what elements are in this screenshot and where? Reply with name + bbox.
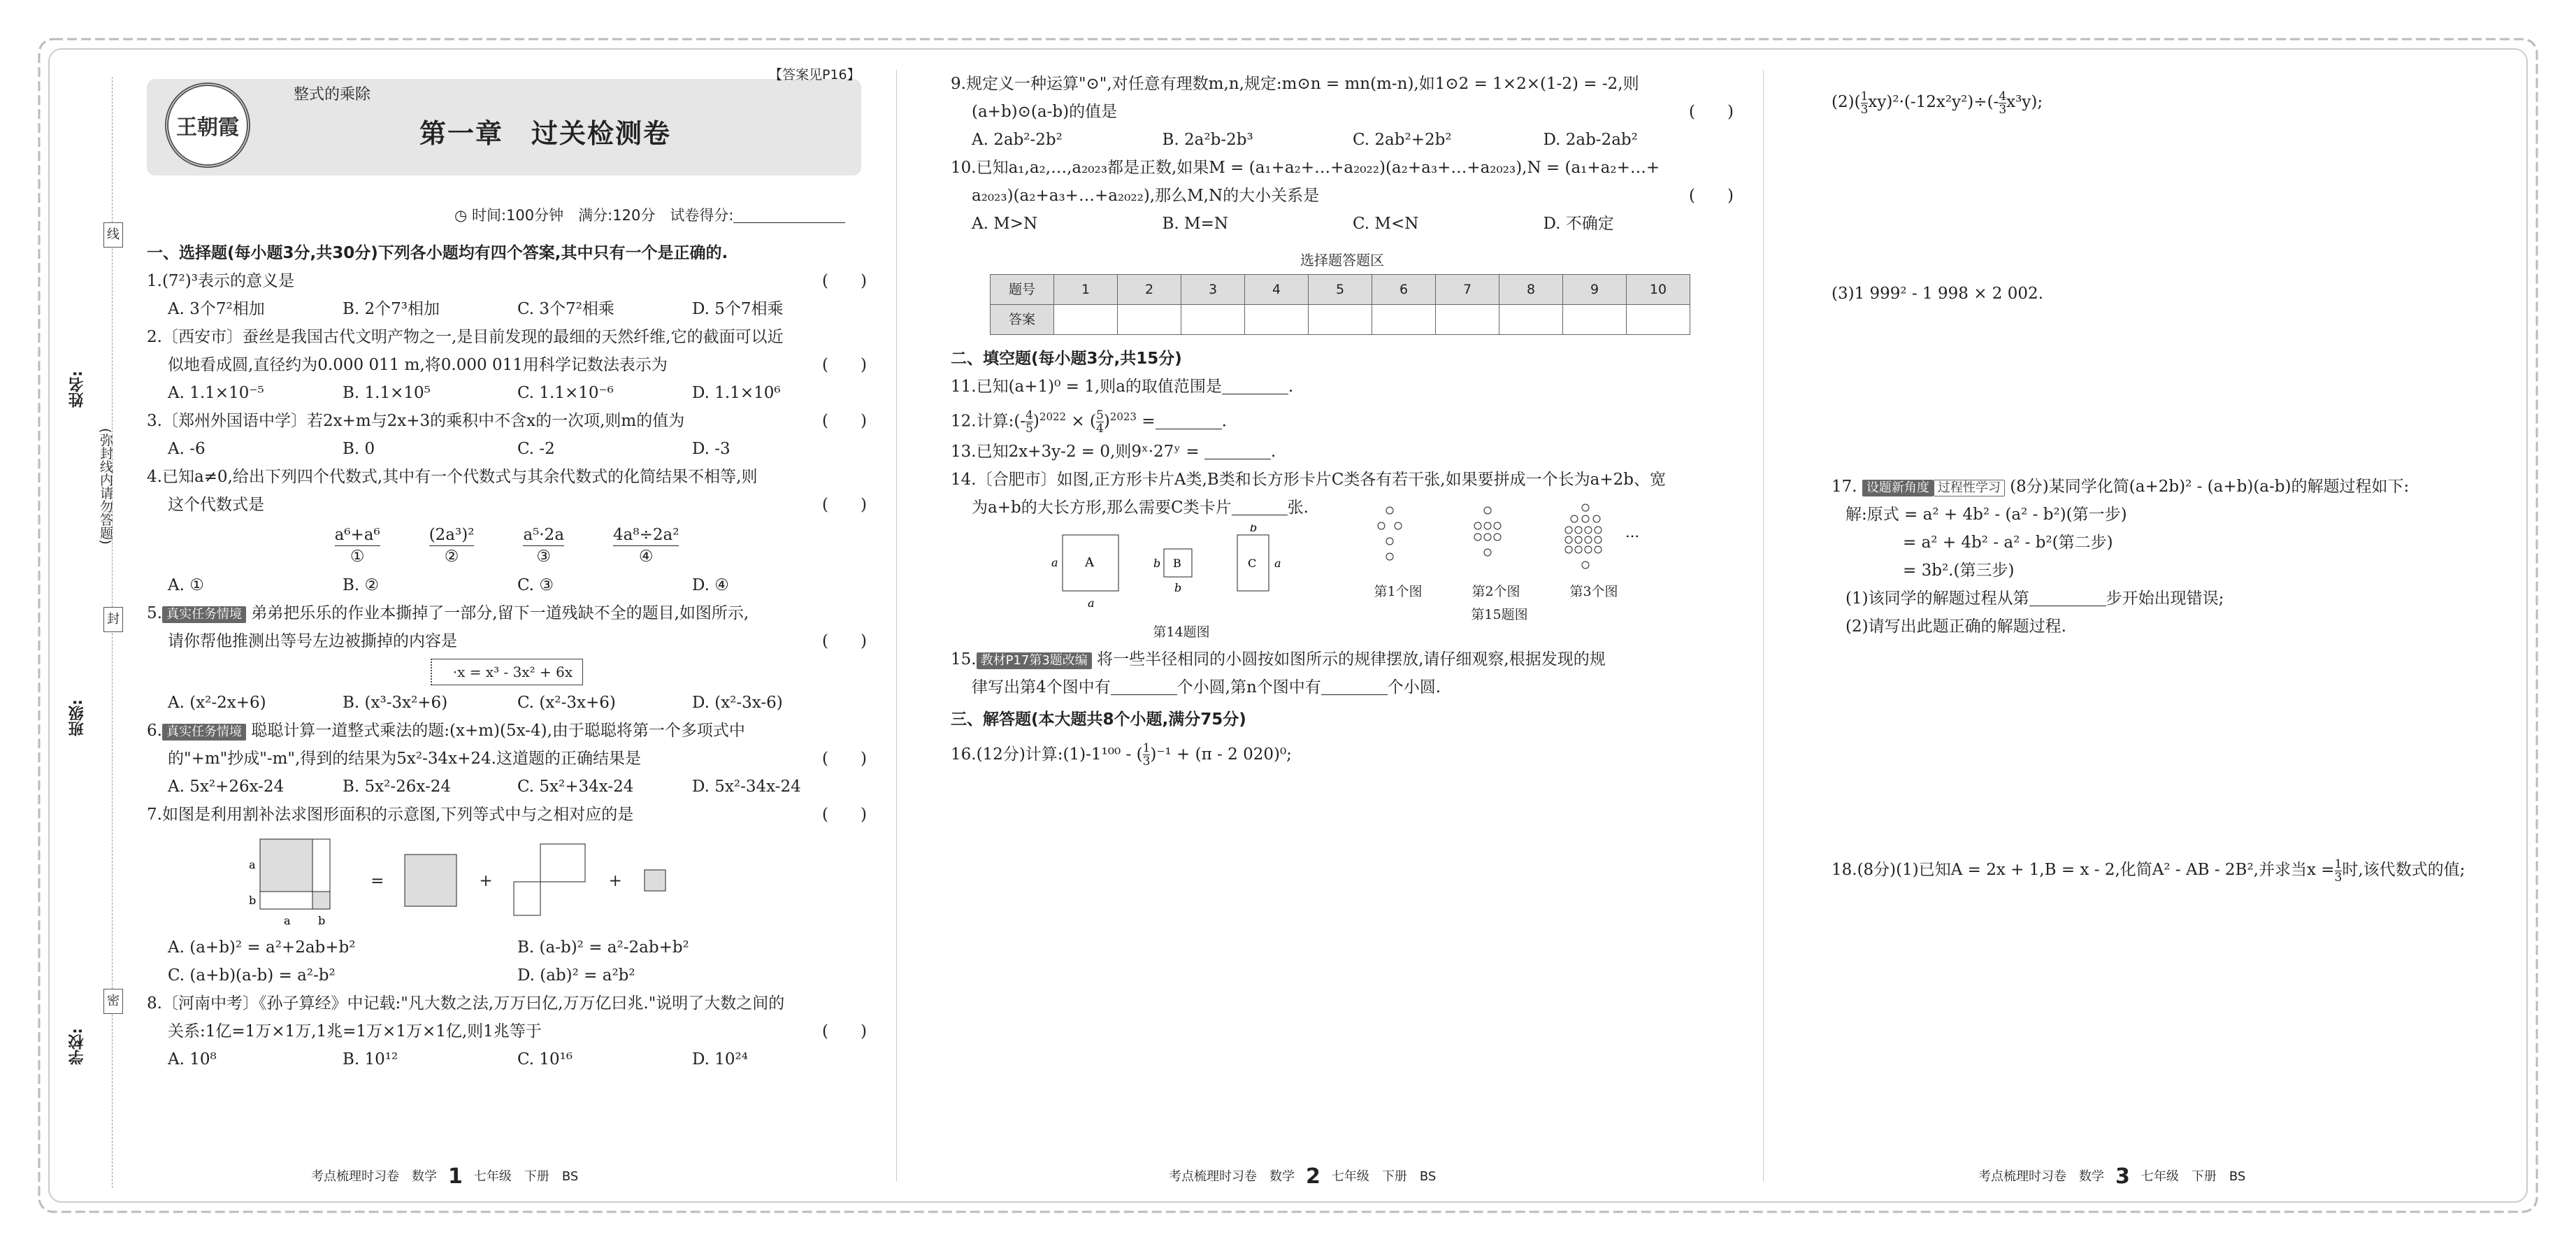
torn-paper-box: ·x = x³ - 3x² + 6x	[431, 659, 583, 685]
q7-figure	[147, 829, 867, 934]
fig-label-a: a	[284, 914, 291, 927]
answer-paren[interactable]: ( )	[822, 750, 867, 768]
q2-stem-2: 似地看成圆,直径约为0.000 011 m,将0.000 011用科学记数法表示为	[168, 356, 668, 374]
equals-sign: =	[370, 872, 384, 890]
term: x³y	[2006, 93, 2031, 111]
fig-label-a: a	[249, 858, 256, 871]
question-3	[147, 407, 867, 463]
fraction	[1026, 409, 1033, 435]
answer-cell[interactable]	[1627, 305, 1690, 335]
numerator: 4	[1026, 408, 1033, 423]
pattern-circle	[1585, 527, 1592, 534]
pattern-circle	[1474, 522, 1481, 529]
figure-14-caption: 第14题图	[1153, 624, 1210, 640]
question-17	[1832, 473, 2517, 641]
brand-logo	[165, 83, 250, 168]
ellipsis-text: …	[1625, 523, 1639, 541]
answer-blank[interactable]	[1111, 676, 1177, 695]
plus-sign: +	[608, 872, 622, 890]
pattern-circle	[1575, 546, 1582, 553]
option-b[interactable]: B. (x³-3x²+6)	[343, 694, 448, 712]
seal-note: (弥封线内请勿答题)	[98, 428, 113, 545]
side-label: a	[1274, 556, 1281, 570]
pattern-circle	[1565, 546, 1572, 553]
answer-cell[interactable]	[1118, 305, 1181, 335]
q18-stem-a: 18.(8分)(1)已知A = 2x + 1,B = x - 2,化简A² - AB - 2B²,并求当x =	[1832, 861, 2335, 879]
q15-stem-2b: 个小圆,第n个图中有	[1177, 678, 1321, 696]
answer-cell[interactable]	[1563, 305, 1627, 335]
question-13: 13.已知2x+3y-2 = 0,则9ˣ·27ʸ = .	[951, 438, 1734, 466]
option-a[interactable]: A. -6	[168, 440, 206, 458]
side-label: b	[1153, 556, 1161, 570]
option-d[interactable]: D. -3	[692, 440, 731, 458]
option-a[interactable]: A. 1.1×10⁻⁵	[168, 384, 264, 402]
cards-figure	[1042, 524, 1321, 615]
q1-stem: 1.(7²)³表示的意义是	[147, 272, 294, 290]
q17-line-2: = a² + 4b² - a² - b²(第二步)	[1903, 534, 2113, 552]
term: ;	[2037, 93, 2043, 111]
denominator: 3	[1999, 102, 2007, 117]
answer-paren[interactable]: ( )	[1689, 187, 1734, 205]
q17-line-3: = 3b².(第三步)	[1903, 562, 2015, 580]
answer-table	[990, 274, 1690, 335]
q15-number: 15.	[951, 650, 977, 669]
option-c[interactable]: C. (a+b)(a-b) = a²-b²	[168, 966, 336, 985]
column-3	[1832, 83, 2517, 889]
question-2	[147, 323, 867, 407]
page-title: 第一章 过关检测卷	[419, 118, 672, 149]
footer-page-2	[1169, 1164, 1436, 1189]
expr-1: a⁶+a⁶	[335, 524, 380, 546]
q8-stem-2: 关系:1亿=1万×1万,1兆=1万×1万×1亿,则1兆等于	[168, 1022, 542, 1041]
side-label: b	[1250, 524, 1258, 534]
q10-stem-2: a₂₀₂₃)(a₂+a₃+…+a₂₀₂₂),那么M,N的大小关系是	[972, 187, 1320, 205]
denominator: 3	[2334, 870, 2343, 885]
figure-15-caption: 第15题图	[1471, 606, 1528, 622]
pattern-circle	[1484, 534, 1491, 541]
footer-series: 考点梳理时习卷 数学	[1169, 1169, 1295, 1184]
option-d[interactable]: D. (x²-3x-6)	[692, 694, 783, 712]
table-cell: 8	[1499, 275, 1563, 305]
q4-stem-1: 4.已知a≠0,给出下列四个代数式,其中有一个代数式与其余代数式的化简结果不相等,则	[147, 468, 758, 486]
mark-4: ④	[638, 548, 654, 566]
pattern-circle	[1474, 534, 1481, 541]
pattern-circle	[1565, 536, 1572, 543]
answer-paren[interactable]: ( )	[822, 496, 867, 514]
q7-stem: 7.如图是利用割补法求图形面积的示意图,下列等式中与之相对应的是	[147, 806, 634, 824]
exam-meta	[454, 204, 845, 225]
process-tag: 过程性学习	[1934, 480, 2005, 496]
score-blank[interactable]	[733, 204, 845, 223]
exponent: 2022	[1039, 410, 1067, 423]
q13-stem: 13.已知2x+3y-2 = 0,则9ˣ·27ʸ =	[951, 442, 1200, 461]
footer-page-1	[311, 1164, 578, 1189]
option-b[interactable]: B. 0	[343, 440, 375, 458]
question-6	[147, 717, 867, 801]
option-d[interactable]: D. 2ab-2ab²	[1543, 131, 1638, 149]
option-c[interactable]: C. 1.1×10⁻⁶	[517, 384, 614, 402]
answer-blank[interactable]	[1204, 441, 1271, 459]
column-1	[147, 236, 867, 1073]
figure-14	[1042, 524, 1321, 643]
pattern-circle	[1585, 546, 1592, 553]
denominator: 4	[1095, 422, 1104, 436]
card-label: B	[1173, 556, 1181, 570]
question-1	[147, 267, 867, 323]
page-number: 3	[2115, 1164, 2130, 1189]
q17-stem: (8分)某同学化简(a+2b)² - (a+b)(a-b)的解题过程如下:	[2010, 478, 2410, 496]
table-cell: 10	[1627, 275, 1690, 305]
denominator: 5	[1026, 422, 1033, 436]
q2-stem-1: 2.〔西安市〕蚕丝是我国古代文明产物之一,是目前发现的最细的天然纤维,它的截面可以近	[147, 328, 784, 346]
q17-number: 17.	[1832, 478, 1857, 496]
option-c[interactable]: C. (x²-3x+6)	[517, 694, 616, 712]
answer-cell[interactable]	[1181, 305, 1245, 335]
figures-row	[951, 524, 1734, 643]
mark-1: ①	[350, 548, 365, 566]
table-cell: 1	[1054, 275, 1118, 305]
school-field-label: 学校:	[69, 1028, 86, 1065]
q17-line-1: 解:原式 = a² + 4b² - (a² - b²)(第一步)	[1845, 506, 2127, 524]
q9-stem-1: 9.规定义一种运算"⊙",对任意有理数m,n,规定:m⊙n = mn(m-n),如1⊙2 = 1×2×(1-2) = -2,则	[951, 75, 1639, 93]
answer-paren[interactable]: ( )	[822, 632, 867, 650]
page-number: 2	[1306, 1164, 1321, 1189]
part-2-label: (2)	[1832, 93, 1855, 111]
fig-label-3: 第3个图	[1569, 583, 1618, 599]
pattern-circle	[1565, 527, 1572, 534]
table-cell: 5	[1309, 275, 1372, 305]
seal-mark-3: 密	[103, 989, 123, 1014]
answer-cell[interactable]	[1245, 305, 1309, 335]
numerator: 5	[1095, 408, 1104, 423]
fig-label-1: 第1个图	[1374, 583, 1423, 599]
l-shape-piece	[512, 843, 589, 920]
times-sign: ×	[1071, 412, 1085, 431]
answer-cell[interactable]	[1054, 305, 1118, 335]
footer-grade: 七年级 下册 BS	[2140, 1169, 2246, 1184]
row-label: 答案	[991, 305, 1054, 335]
q12-label: 12.计算:	[951, 412, 1014, 431]
side-label: a	[1051, 555, 1058, 569]
question-5	[147, 599, 867, 717]
option-c[interactable]: C. 5x²+34x-24	[517, 778, 634, 796]
answer-table-row	[991, 305, 1690, 335]
pattern-circle	[1582, 504, 1589, 511]
question-18	[1832, 850, 2517, 889]
fraction	[1143, 742, 1151, 768]
fig-label-b: b	[318, 914, 326, 927]
term: ²·(-12x²y²)÷	[1892, 93, 1987, 111]
option-b[interactable]: B. M=N	[1162, 215, 1228, 233]
pattern-circle	[1585, 536, 1592, 543]
answer-paren[interactable]: ( )	[822, 356, 867, 374]
answer-table-header	[991, 275, 1690, 305]
q17-part-2: (2)请写出此题正确的解题过程.	[1845, 617, 2066, 636]
small-square-piece	[642, 867, 670, 895]
seal-mark-2: 封	[103, 607, 123, 632]
q15-stem-2a: 律写出第4个图中有	[972, 678, 1111, 696]
pattern-circle	[1593, 515, 1600, 522]
question-7	[147, 801, 867, 989]
side-label: b	[1174, 580, 1182, 594]
option-d[interactable]: D. 1.1×10⁶	[692, 384, 781, 402]
pattern-circle	[1595, 536, 1602, 543]
side-label: a	[1088, 596, 1095, 610]
q6-stem-1: 聪聪计算一道整式乘法的题:(x+m)(5x-4),由于聪聪将第一个多项式中	[251, 722, 745, 740]
pattern-circle	[1575, 527, 1582, 534]
q4-stem-2: 这个代数式是	[168, 496, 264, 514]
option-d[interactable]: D. 不确定	[1543, 215, 1614, 233]
question-16-part-3: (3)1 999² - 1 998 × 2 002.	[1832, 285, 2043, 303]
question-16-part-2: (2)( $\frac{1}{3}$ xy)²·(-12x²y²)÷(- $\frac{4}{3}$ x³y);	[1832, 89, 2043, 117]
option-b[interactable]: B. ②	[343, 576, 380, 594]
fig-label-2: 第2个图	[1472, 583, 1520, 599]
answer-paren[interactable]: ( )	[1689, 103, 1734, 121]
question-8	[147, 989, 867, 1073]
term: xy	[1868, 93, 1887, 111]
task-tag: 真实任务情境	[162, 724, 246, 741]
pattern-circle	[1582, 515, 1589, 522]
mark-3: ③	[536, 548, 552, 566]
card-label: A	[1085, 555, 1094, 570]
q15-stem-1: 将一些半径相同的小圆按如图所示的规律摆放,请仔细观察,根据发现的规	[1097, 650, 1606, 669]
q18-stem-b: 时,该代数式的值;	[2342, 861, 2466, 879]
pattern-circle	[1484, 549, 1491, 556]
circles-pattern-figure	[1349, 496, 1650, 573]
q6-number: 6.	[147, 722, 162, 740]
answer-blank[interactable]	[1156, 410, 1222, 429]
option-b[interactable]: B. 5x²-26x-24	[343, 778, 451, 796]
option-b[interactable]: B. 2个7³相加	[343, 300, 440, 318]
split-square-figure	[246, 832, 351, 930]
option-d[interactable]: D. (ab)² = a²b²	[517, 966, 635, 985]
answer-cell[interactable]	[1372, 305, 1436, 335]
table-cell: 4	[1245, 275, 1309, 305]
option-c[interactable]: C. ③	[517, 576, 554, 594]
topic-label: 整式的乘除	[294, 86, 371, 103]
option-a[interactable]: A. 2ab²-2b²	[972, 131, 1063, 149]
footer-grade: 七年级 下册 BS	[473, 1169, 579, 1184]
section-3-title: 三、解答题(本大题共8个小题,满分75分)	[951, 710, 1246, 729]
expr-3: a⁵·2a	[523, 524, 564, 546]
question-12: 12.计算:(- $\frac{4}{5}$ )$^{2022}$ × ( $\frac{5}{4}$ )$^{2023}$ = .	[951, 408, 1227, 436]
card-label: C	[1248, 556, 1257, 570]
option-c[interactable]: C. -2	[517, 440, 555, 458]
footer-page-3	[1978, 1164, 2245, 1189]
answer-paren[interactable]: ( )	[822, 412, 867, 430]
expr-4: 4a⁸÷2a²	[613, 524, 679, 546]
question-11: 11.已知(a+1)⁰ = 1,则a的取值范围是 .	[951, 373, 1734, 401]
option-d[interactable]: D. ④	[692, 576, 729, 594]
q17-part-1b: 步开始出现错误;	[2106, 589, 2224, 608]
option-c[interactable]: C. M<N	[1353, 215, 1419, 233]
option-a[interactable]: A. M>N	[972, 215, 1038, 233]
q14-stem-1: 14.〔合肥市〕如图,正方形卡片A类,B类和长方形卡片C类各有若干张,如果要拼成一个长为a+2b、宽	[951, 470, 1666, 489]
mark-2: ②	[444, 548, 459, 566]
option-d[interactable]: D. 5x²-34x-24	[692, 778, 801, 796]
footer-series: 考点梳理时习卷 数学	[1978, 1169, 2104, 1184]
pattern-circle	[1571, 515, 1578, 522]
numerator: 1	[1860, 89, 1869, 103]
pattern-circle	[1395, 522, 1402, 529]
q5-number: 5.	[147, 604, 162, 622]
option-a[interactable]: A. 10⁸	[168, 1050, 217, 1068]
option-a[interactable]: A. 3个7²相加	[168, 300, 265, 318]
answer-cell[interactable]	[1499, 305, 1563, 335]
q16-stem-b: ⁻¹ + (π - 2 020)⁰;	[1156, 745, 1292, 764]
table-cell: 3	[1181, 275, 1245, 305]
option-c[interactable]: C. 10¹⁶	[517, 1050, 573, 1068]
pattern-circle	[1378, 522, 1385, 529]
footer-grade: 七年级 下册 BS	[1331, 1169, 1437, 1184]
answer-paren[interactable]: ( )	[822, 1022, 867, 1041]
option-b[interactable]: B. 2a²b-2b³	[1162, 131, 1253, 149]
pattern-circle	[1484, 522, 1491, 529]
option-d[interactable]: D. 10²⁴	[692, 1050, 748, 1068]
pattern-circle	[1595, 527, 1602, 534]
expr-2: (2a³)²	[429, 524, 475, 546]
numerator: 1	[1142, 741, 1151, 756]
q12-neg: -	[1020, 412, 1026, 431]
fraction	[1096, 409, 1104, 435]
pattern-circle	[1494, 534, 1501, 541]
column-divider	[1763, 70, 1764, 1181]
column-divider	[896, 70, 897, 1181]
column-2	[951, 70, 1734, 775]
answer-paren[interactable]: ( )	[822, 272, 867, 290]
option-b[interactable]: B. 1.1×10⁵	[343, 384, 431, 402]
pattern-circle	[1386, 538, 1393, 545]
new-angle-tag: 设题新角度	[1862, 480, 1934, 496]
question-15	[951, 645, 1734, 701]
fig-label-b: b	[249, 894, 257, 907]
exam-meta-text: 时间:100分钟 满分:120分 试卷得分:	[472, 207, 734, 224]
table-cell: 7	[1436, 275, 1499, 305]
answer-blank[interactable]	[1222, 376, 1288, 394]
pattern-circle	[1386, 553, 1393, 560]
figure-15-labels	[1349, 582, 1650, 601]
answer-paren[interactable]: ( )	[822, 806, 867, 824]
q17-part-1a: (1)该同学的解题过程从第	[1845, 589, 2029, 608]
answer-blank[interactable]	[1232, 496, 1288, 515]
figure-15	[1349, 496, 1650, 643]
neg-sign: -	[1993, 93, 1999, 111]
task-tag: 真实任务情境	[162, 606, 246, 623]
numerator: 4	[1999, 89, 2007, 103]
option-c[interactable]: C. 3个7²相乘	[517, 300, 614, 318]
table-cell: 6	[1372, 275, 1436, 305]
row-label: 题号	[991, 275, 1054, 305]
table-cell: 2	[1118, 275, 1181, 305]
plus-sign: +	[479, 872, 493, 890]
q14-stem-2: 为a+b的大长方形,那么需要C类卡片	[972, 498, 1232, 517]
question-4	[147, 463, 867, 599]
answer-blank[interactable]	[2029, 587, 2106, 606]
pattern-circle	[1582, 562, 1589, 569]
textbook-tag: 教材P17第3题改编	[977, 652, 1092, 669]
page-number: 1	[448, 1164, 463, 1189]
q11-stem: 11.已知(a+1)⁰ = 1,则a的取值范围是	[951, 378, 1222, 396]
pattern-circle	[1494, 522, 1501, 529]
q5-stem-2: 请你帮他推测出等号左边被撕掉的内容是	[168, 632, 457, 650]
clock-icon: ◷	[454, 207, 472, 224]
answer-blank[interactable]	[1321, 676, 1388, 695]
q8-stem-1: 8.〔河南中考〕《孙子算经》中记载:"凡大数之法,万万曰亿,万万亿曰兆."说明了大数之间的	[147, 994, 785, 1013]
question-16: 16.(12分)计算:(1)-1¹⁰⁰ - ( $\frac{1}{3}$ )⁻¹ + (π - 2 020)⁰;	[951, 741, 1292, 769]
answer-reference: 【答案见P16】	[769, 67, 861, 83]
table-cell: 9	[1563, 275, 1627, 305]
numerator: 1	[2334, 857, 2343, 871]
equals-sign: =	[1142, 412, 1156, 431]
option-b[interactable]: B. (a-b)² = a²-2ab+b²	[517, 938, 689, 957]
pattern-circle	[1575, 536, 1582, 543]
square-piece	[403, 853, 459, 909]
answer-cell[interactable]	[1309, 305, 1372, 335]
pattern-circle	[1484, 507, 1491, 514]
footer-series: 考点梳理时习卷 数学	[311, 1169, 437, 1184]
q6-stem-2: 的"+m"抄成"-m",得到的结果为5x²-34x+24.这道题的正确结果是	[168, 750, 641, 768]
pattern-circle	[1386, 507, 1393, 514]
q15-stem-2c: 个小圆.	[1387, 678, 1441, 696]
fraction	[2335, 858, 2343, 884]
answer-area-title: 选择题答题区	[1300, 252, 1384, 269]
seal-mark-1: 线	[103, 222, 123, 248]
option-a[interactable]: A. ①	[168, 576, 204, 594]
logo-text: 王朝霞	[176, 115, 239, 140]
section-2-title: 二、填空题(每小题3分,共15分)	[951, 350, 1182, 368]
option-a[interactable]: A. (a+b)² = a²+2ab+b²	[168, 938, 356, 957]
question-10	[951, 154, 1734, 238]
section-1-title: 一、选择题(每小题3分,共30分)下列各小题均有四个答案,其中只有一个是正确的.	[147, 244, 728, 262]
q9-stem-2: (a+b)⊙(a-b)的值是	[972, 103, 1118, 121]
fraction	[1999, 90, 2006, 116]
exponent: 2023	[1109, 410, 1137, 423]
q4-expressions	[147, 524, 867, 567]
option-d[interactable]: D. 5个7相乘	[692, 300, 784, 318]
q5-stem-1: 弟弟把乐乐的作业本撕掉了一部分,留下一道残缺不全的题目,如图所示,	[251, 604, 749, 622]
q10-stem-1: 10.已知a₁,a₂,…,a₂₀₂₃都是正数,如果M = (a₁+a₂+…+a₂₀₂₂)(a₂+a₃+…+a₂₀₂₃),N = (a₁+a₂+…+	[951, 159, 1660, 177]
name-field-label: 姓名:	[69, 371, 86, 408]
option-b[interactable]: B. 10¹²	[343, 1050, 398, 1068]
denominator: 3	[1142, 755, 1151, 769]
option-a[interactable]: A. (x²-2x+6)	[168, 694, 266, 712]
q16-stem-a: 16.(12分)计算:(1)-1¹⁰⁰ -	[951, 745, 1132, 764]
class-field-label: 班级:	[69, 699, 86, 736]
pattern-circle	[1595, 546, 1602, 553]
answer-cell[interactable]	[1436, 305, 1499, 335]
question-9	[951, 70, 1734, 154]
q3-stem: 3.〔郑州外国语中学〕若2x+m与2x+3的乘积中不含x的一次项,则m的值为	[147, 412, 685, 430]
fraction	[1861, 90, 1869, 116]
denominator: 3	[1860, 102, 1869, 117]
option-a[interactable]: A. 5x²+26x-24	[168, 778, 285, 796]
q14-stem-3: 张.	[1287, 498, 1309, 517]
option-c[interactable]: C. 2ab²+2b²	[1353, 131, 1452, 149]
